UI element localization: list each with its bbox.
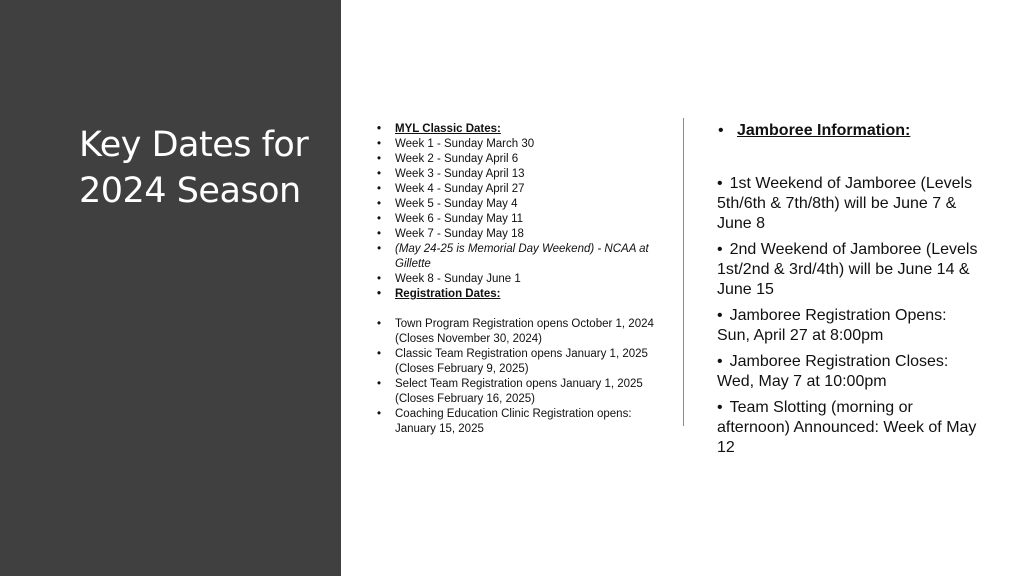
list-item: • Coaching Education Clinic Registration opens: January 15, 2025 [376,407,660,437]
bullet: • [717,353,723,370]
list-item: • Week 4 - Sunday April 27 [376,182,660,197]
list-item-text: 1st Weekend of Jamboree (Levels 5th/6th & 7th/8th) will be June 7 & June 8 [717,175,973,232]
list-item-text: Team Slotting (morning or afternoon) Announced: Week of May 12 [717,399,977,456]
list-item: • Week 3 - Sunday April 13 [376,167,660,182]
list-item: • Town Program Registration opens October 1, 2024 (Closes November 30, 2024) [376,317,660,347]
slide-title-line-2: 2024 Season [79,171,301,211]
list-item [717,352,979,392]
classic-dates-list [376,122,660,287]
bullet: • [717,241,723,258]
bullet: • [717,399,723,416]
jamboree-heading [717,121,979,141]
bullet: • [717,307,723,324]
slide-title-line-1: Key Dates for [79,125,309,165]
list-item [717,306,979,346]
column-divider [683,118,684,426]
dates-column [376,122,660,437]
list-item-text: Jamboree Registration Closes: Wed, May 7 at 10:00pm [717,353,949,390]
classic-dates-heading: • MYL Classic Dates: [376,122,660,137]
list-item [717,240,979,300]
registration-dates-heading: • Registration Dates: [376,287,660,302]
list-item [717,398,979,458]
list-item: • Select Team Registration opens January 1, 2025 (Closes February 16, 2025) [376,377,660,407]
title-panel [0,0,341,576]
list-item [717,174,979,234]
slide-title [79,122,329,214]
list-item: • Classic Team Registration opens January 1, 2025 (Closes February 9, 2025) [376,347,660,377]
list-item-text: Jamboree Registration Opens: Sun, April 27 at 8:00pm [717,307,947,344]
list-item: • Week 2 - Sunday April 6 [376,152,660,167]
jamboree-heading-text: Jamboree Information: [737,122,911,139]
memorial-day-note: • (May 24-25 is Memorial Day Weekend) - NCAA at Gillette [376,242,660,272]
list-item: • Week 5 - Sunday May 4 [376,197,660,212]
list-item-text: 2nd Weekend of Jamboree (Levels 1st/2nd & 3rd/4th) will be June 14 & June 15 [717,241,978,298]
list-item: • Week 1 - Sunday March 30 [376,137,660,152]
registration-dates-list [376,287,660,437]
list-item: • Week 6 - Sunday May 11 [376,212,660,227]
jamboree-column [717,121,979,458]
list-item: • Week 8 - Sunday June 1 [376,272,660,287]
bullet: • [717,175,723,192]
list-item: • Week 7 - Sunday May 18 [376,227,660,242]
